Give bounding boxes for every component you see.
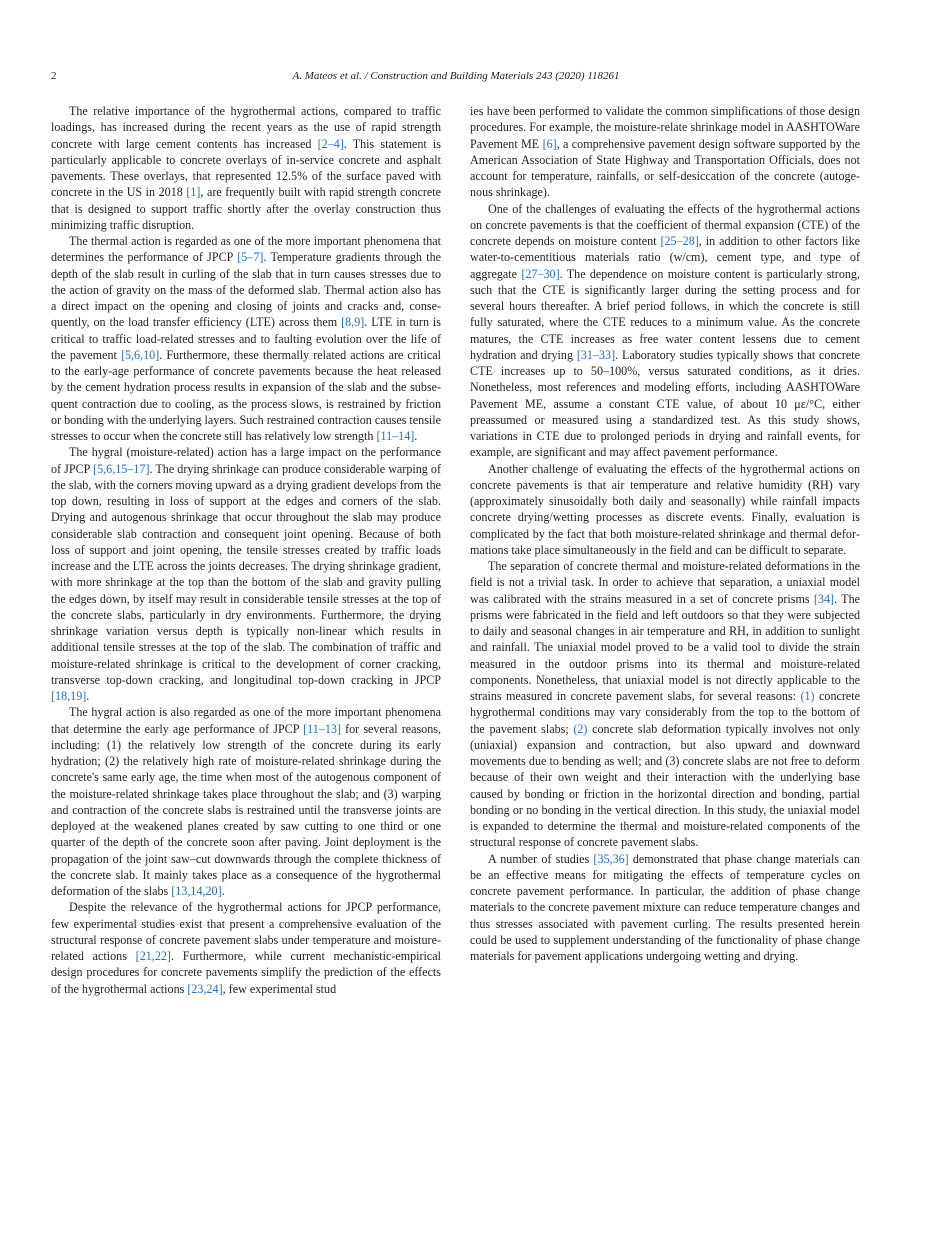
citation-link[interactable]: (1) — [800, 689, 815, 703]
paragraph: Another challenge of evaluating the effects of the hygrothermal actions on concrete pavements is that air temperature and relative humidity (RH) vary (approximately sinusoidally both daily and seasonally) while rainfall impacts concrete drying/wetting processes as discrete events. Finally, evaluation is complicated by the fact that both moisture-related shrinkage and thermal deformations take place simultaneously in the field and can be difficult to separate. — [470, 461, 860, 557]
running-header — [51, 70, 861, 86]
citation-link[interactable]: [11–13] — [303, 721, 341, 736]
citation-link[interactable]: [27–30] — [521, 266, 560, 281]
citation-link[interactable]: (2) — [573, 721, 588, 736]
paragraph: Despite the relevance of the hygrothermal actions for JPCP performance, few experimental studies exist that present a comprehensive evaluation of the structural response of concrete pavement slabs under temperature and moisture-related actions [21,22]. Furthermore, while current mechanistic-empirical design procedures for concrete pavements simplify the prediction of the effects of the hygrothermal actions [23,24], few experimental stud — [51, 900, 442, 996]
paragraph: One of the challenges of evaluating the effects of the hygrothermal actions on concrete pavements is that the coefficient of thermal expansion (CTE) of the concrete depends on moisture content [25–28], in addition to other factors like water-to-cementitious materials ratio (w/cm), cement type, and type of aggregate [27–30]. The dependence on moisture content is particularly strong, such that the CTE is significantly larger during the setting process and for several hours thereafter. A brief period follows, in which the concrete is still fully saturated, where the CTE reduces to a minimum value. As the concrete matures, the CTE increases as free water content lessens due to cement hydration and drying [31–33]. Laboratory studies typically shows that concrete CTE increases up to 50–100%, versus saturated conditions, as it dries. Nonetheless, most references and modeling efforts, including AASHTOWare Pavement ME, assume a constant CTE value, of about 10 με/°C, either preassumed or measured using a standardized test. As this study shows, variations in CTE due to prolonged periods in drying and rainfall events, for example, are significant and may affect pavement performance. — [470, 201, 860, 460]
journal-citation: A. Mateos et al. / Construction and Building Materials 243 (2020) 118261 — [292, 70, 620, 82]
citation-link[interactable]: [25–28] — [660, 234, 699, 248]
citation-link[interactable]: [2–4] — [317, 136, 344, 151]
citation-link[interactable]: [23,24] — [187, 981, 223, 996]
citation-link[interactable]: [5,6,10] — [120, 347, 160, 362]
citation-link[interactable]: [11–14] — [376, 429, 415, 443]
citation-link[interactable]: [6] — [542, 136, 557, 151]
paragraph: The hygral action is also regarded as one of the more important phenomena that determine the early age performance of JPCP [11–13] for several reasons, including: (1) the relatively low strength of the concrete during its early hydration; (2) the relatively high rate of moisture-related shrinkage during the concrete's same early age, the time when most of the autogenous component of the moisture-related shrinkage takes place throughout the slab; and (3) warping and contraction of the concrete slabs is restrained until the transverse joints are deployed at the weakened planes created by saw cutting to one third or one quarter of the depth of the concrete soon after paving. Joint deployment is the propagation of the joint saw–cut downwards through the complete thickness of the concrete slab. It mainly takes place as a consequence of the hygrothermal deformation of the slabs [13,14,20]. — [51, 705, 441, 898]
citation-link[interactable]: [5–7] — [237, 250, 264, 265]
right-column — [470, 103, 860, 964]
page-number: 2 — [51, 70, 57, 82]
citation-link[interactable]: [35,36] — [593, 851, 629, 866]
citation-link[interactable]: [31–33] — [576, 347, 616, 362]
citation-link[interactable]: [8,9] — [341, 315, 365, 330]
citation-link[interactable]: [34] — [813, 591, 835, 606]
citation-link[interactable]: [1] — [186, 185, 201, 200]
citation-link[interactable]: [5,6,15–17] — [93, 461, 150, 476]
citation-link[interactable]: [21,22] — [135, 949, 171, 963]
paragraph: The separation of concrete thermal and moisture-related deformations in the field is not a trivial task. In order to achieve that separation, a uniaxial model was calibrated with the strains measured in a set of concrete prisms [34]. The prisms were fabricated in the field and left outdoors so that they were subjected to daily and seasonal changes in air temperature and RH, in addition to sunlight and rainfall. The uniaxial model proved to be a valid tool to divide the strain measured in the outdoor prisms into its thermal and moisture-related components. Nonetheless, that uniaxial model is not directly applicable to the strains measured in concrete pavement slabs, for several reasons: (1) concrete hygrothermal conditions may vary considerably from the top to the bottom of the pavement slabs; (2) concrete slab deformation typically involves not only (uniaxial) expansion and contraction, but also upward and downward movements due to bending as well; and (3) concrete slabs are not free to deform because of their own weight and their interaction with the underlying base caused by bonding or friction in the horizontal direction and bonding, partial bonding or no bonding in the vertical direction. In this study, the uniaxial model is expanded to determine the thermal and moisture-related components of the structural response of concrete pavement slabs. — [470, 559, 860, 850]
paragraph: ies have been performed to validate the common simplifications of those design procedures. For example, the moisture-relate shrinkage model in AASHTOWare Pavement ME [6], a comprehensive pavement design software supported by the American Association of State Highway and Transportation Officials, does not account for temperature, rainfalls, or self-desiccation of the concrete (autogenous shrinkage). — [470, 104, 860, 200]
paragraph: The relative importance of the hygrothermal actions, compared to traffic loadings, has increased during the recent years as the use of rapid strength concrete with large cement contents has increased [2–4]. This statement is particularly applicable to concrete overlays of in-service concrete and asphalt pavements. These overlays, that represented 12.5% of the surface paved with concrete in the US in 2018 [1], are frequently built with rapid strength concrete that is designed to support traffic shortly after the overlay construction thus minimizing traffic disruption. — [51, 104, 441, 232]
citation-link[interactable]: [18,19] — [51, 689, 87, 703]
paragraph: A number of studies [35,36] demonstrated that phase change materials can be an effective means for mitigating the effects of temperature cycles on concrete pavement performance. In particular, the addition of phase change materials to the concrete pavement mixture can reduce temperature changes and thus stresses associated with pavement curling. The results presented herein could be used to supplement understanding of the functionality of phase change materials for pavement applications undergoing wetting and drying. — [470, 851, 860, 963]
left-column — [51, 103, 441, 997]
paragraph: The thermal action is regarded as one of the more important phenomena that determines the performance of JPCP [5–7]. Temperature gradients through the depth of the slab result in curling of the slab that in turn causes stresses due to the action of gravity on the mass of the deformed slab. Thermal action also has a direct impact on the opening and closing of joints and cracks and, consequently, on the load transfer efficiency (LTE) across them [8,9]. LTE in turn is critical to traffic load-related stresses and to faulting evolution over the life of the pavement [5,6,10]. Furthermore, these thermally related actions are critical to the early-age performance of concrete pavements because the heat released by the cement hydration process results in expansion of the slab and the subsequent contraction due to cooling, as the process slows, is restrained by friction or bonding with the underlying layers. Such restrained contraction causes tensile stresses to occur when the concrete still has relatively low strength [11–14]. — [51, 234, 441, 443]
paragraph: The hygral (moisture-related) action has a large impact on the performance of JPCP [5,6,15–17]. The drying shrinkage can produce considerable warping of the slab, with the corners moving upward as a drying gradient develops from the top down, resulting in loss of support at the edges and corners of the slab. Drying and autogenous shrinkage that occur throughout the slab may produce considerable slab contraction and consequent joint opening. Because of both loss of support and joint opening, the tensile stresses created by traffic loads increase and the LTE across the joints decreases. The drying shrinkage gradient, with more shrinkage at the top than the bottom of the slab and gravity pulling the edges down, by itself may result in considerable tensile stresses at the top of the concrete slabs, particularly in dry environments. Furthermore, the drying shrinkage variation versus depth is typically non-linear which results in additional tensile stresses at the top of the slab. The combination of traffic and moisture-related shrinkage is critical to the development of corner cracking, transverse top-down cracking, and longitudinal top-down cracking in JPCP [18,19]. — [51, 445, 441, 703]
citation-link[interactable]: [13,14,20] — [171, 884, 222, 898]
